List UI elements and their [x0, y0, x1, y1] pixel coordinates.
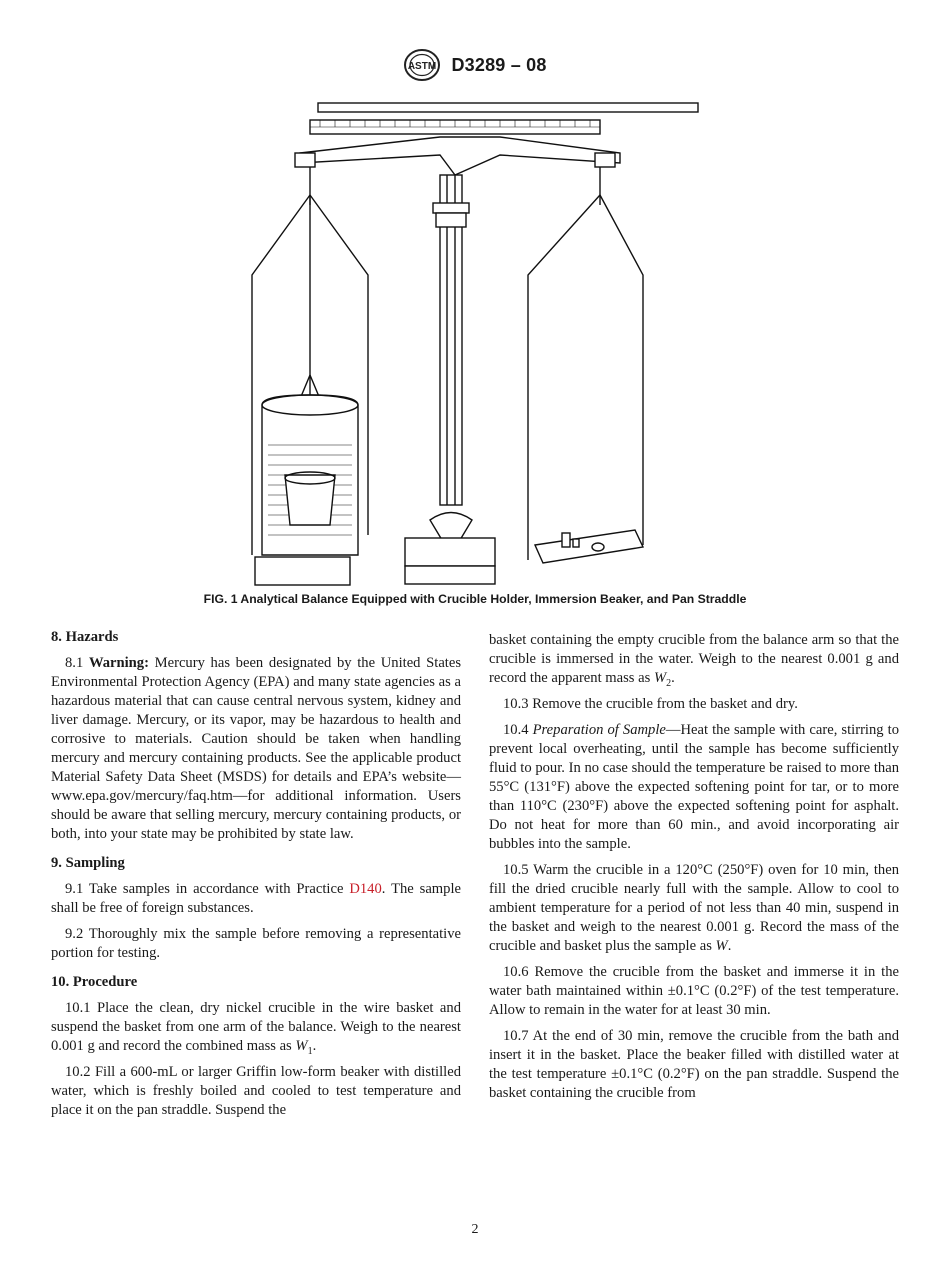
- paragraph-9-1: [51, 880, 461, 918]
- page-number: 2: [471, 1222, 479, 1237]
- variable-subscript: 1: [307, 1045, 313, 1057]
- paragraph-number: 8.1: [65, 655, 84, 671]
- paragraph-10-1: [51, 999, 461, 1056]
- paragraph-text: 9.1 Take samples in accordance with Practice: [65, 881, 344, 897]
- paragraph-10-4: [489, 721, 899, 854]
- variable-w: W: [295, 1038, 308, 1054]
- paragraph-8-1: [51, 654, 461, 844]
- paragraph-10-5: [489, 861, 899, 956]
- paragraph-10-7: 10.7 At the end of 30 min, remove the crucible from the bath and insert it in the basket. Place the beaker filled with distilled water at the test temperature ±0.1°C (0.2°F) on the pan straddle. Suspend the basket containing the crucible from: [489, 1028, 899, 1101]
- document-designation: D3289 – 08: [451, 54, 547, 75]
- variable-subscript: 2: [666, 677, 672, 689]
- practice-d140-link[interactable]: D140: [349, 881, 382, 897]
- paragraph-text: —Heat the sample with care, stirring to prevent local overheating, until the sample has become sufficiently fluid to pour. In no case should the temperature be raised to more than 55°C (131°F) above the expected softening point for tar, or to more than 110°C (230°F) above the expected softening point for asphalt. Do not heat for more than 60 min., and avoid incorporating air bubbles into the sample.: [489, 722, 900, 852]
- paragraph-text: Mercury has been designated by the United States Environmental Protection Agency (EPA) and many state agencies as a hazardous material that can cause central nervous system, kidney and liver damage. Mercury, or its vapor, may be hazardous to health and corrosive to materials. Caution should be taken when handling mercury and mercury containing products. See the applicable product Material Safety Data Sheet (MSDS) for details and EPA’s website—www.epa.gov/mercury/faq.htm—for additional information. Users should be aware that selling mercury, mercury containing products, or both, into your state may be prohibited by state law.: [51, 655, 462, 842]
- variable-w: W: [653, 670, 667, 686]
- paragraph-9-2: 9.2 Thoroughly mix the sample before removing a representative portion for testing.: [51, 926, 461, 961]
- paragraph-text: 10.5 Warm the crucible in a 120°C (250°F) oven for 10 min, then fill the dried crucible nearly full with the sample. Allow to cool to ambient temperature for a period of not less than 40 min, suspend in the basket and weigh to the nearest 0.001 g. Record the mass of the crucible and basket plus the sample as: [489, 862, 899, 954]
- section-9-heading: 9. Sampling: [51, 855, 125, 871]
- section-10-heading: 10. Procedure: [51, 974, 138, 990]
- analytical-balance-illustration: [240, 95, 710, 590]
- right-column: [489, 631, 899, 1110]
- paragraph-end: .: [727, 938, 732, 954]
- paragraph-text: basket containing the empty crucible from the balance arm so that the crucible is immersed in the water. Weigh to the nearest 0.001 g and record the apparent mass as: [489, 632, 899, 686]
- svg-text:ASTM: ASTM: [408, 61, 437, 72]
- figure-caption: FIG. 1 Analytical Balance Equipped with Crucible Holder, Immersion Beaker, and Pan Straddle: [203, 592, 747, 606]
- paragraph-text: . The sample shall be free of foreign substances.: [51, 881, 461, 916]
- section-8-heading: 8. Hazards: [51, 629, 119, 645]
- paragraph-10-2-continued: [489, 631, 899, 688]
- subsection-title: Preparation of Sample: [532, 722, 666, 738]
- page-header: [0, 48, 950, 82]
- paragraph-10-2: 10.2 Fill a 600-mL or larger Griffin low-form beaker with distilled water, which is freshly boiled and cooled to test temperature and place it on the pan straddle. Suspend the: [51, 1064, 461, 1118]
- paragraph-end: .: [312, 1038, 317, 1054]
- warning-label: Warning:: [88, 655, 149, 671]
- left-column: [51, 628, 461, 1127]
- variable-w: W: [715, 938, 728, 954]
- paragraph-number: 10.4: [503, 722, 529, 738]
- paragraph-text: 10.1 Place the clean, dry nickel crucible in the wire basket and suspend the basket from one arm of the balance. Weigh to the nearest 0.001 g and record the combined mass as: [51, 1000, 461, 1054]
- paragraph-10-6: 10.6 Remove the crucible from the basket and immerse it in the water bath maintained within ±0.1°C (0.2°F) of the test temperature. Allow to remain in the water for at least 30 min.: [489, 964, 899, 1018]
- astm-logo-icon: [403, 48, 441, 82]
- balance-figure: [240, 95, 710, 590]
- paragraph-10-3: 10.3 Remove the crucible from the basket and dry.: [503, 696, 798, 712]
- paragraph-end: .: [671, 670, 675, 686]
